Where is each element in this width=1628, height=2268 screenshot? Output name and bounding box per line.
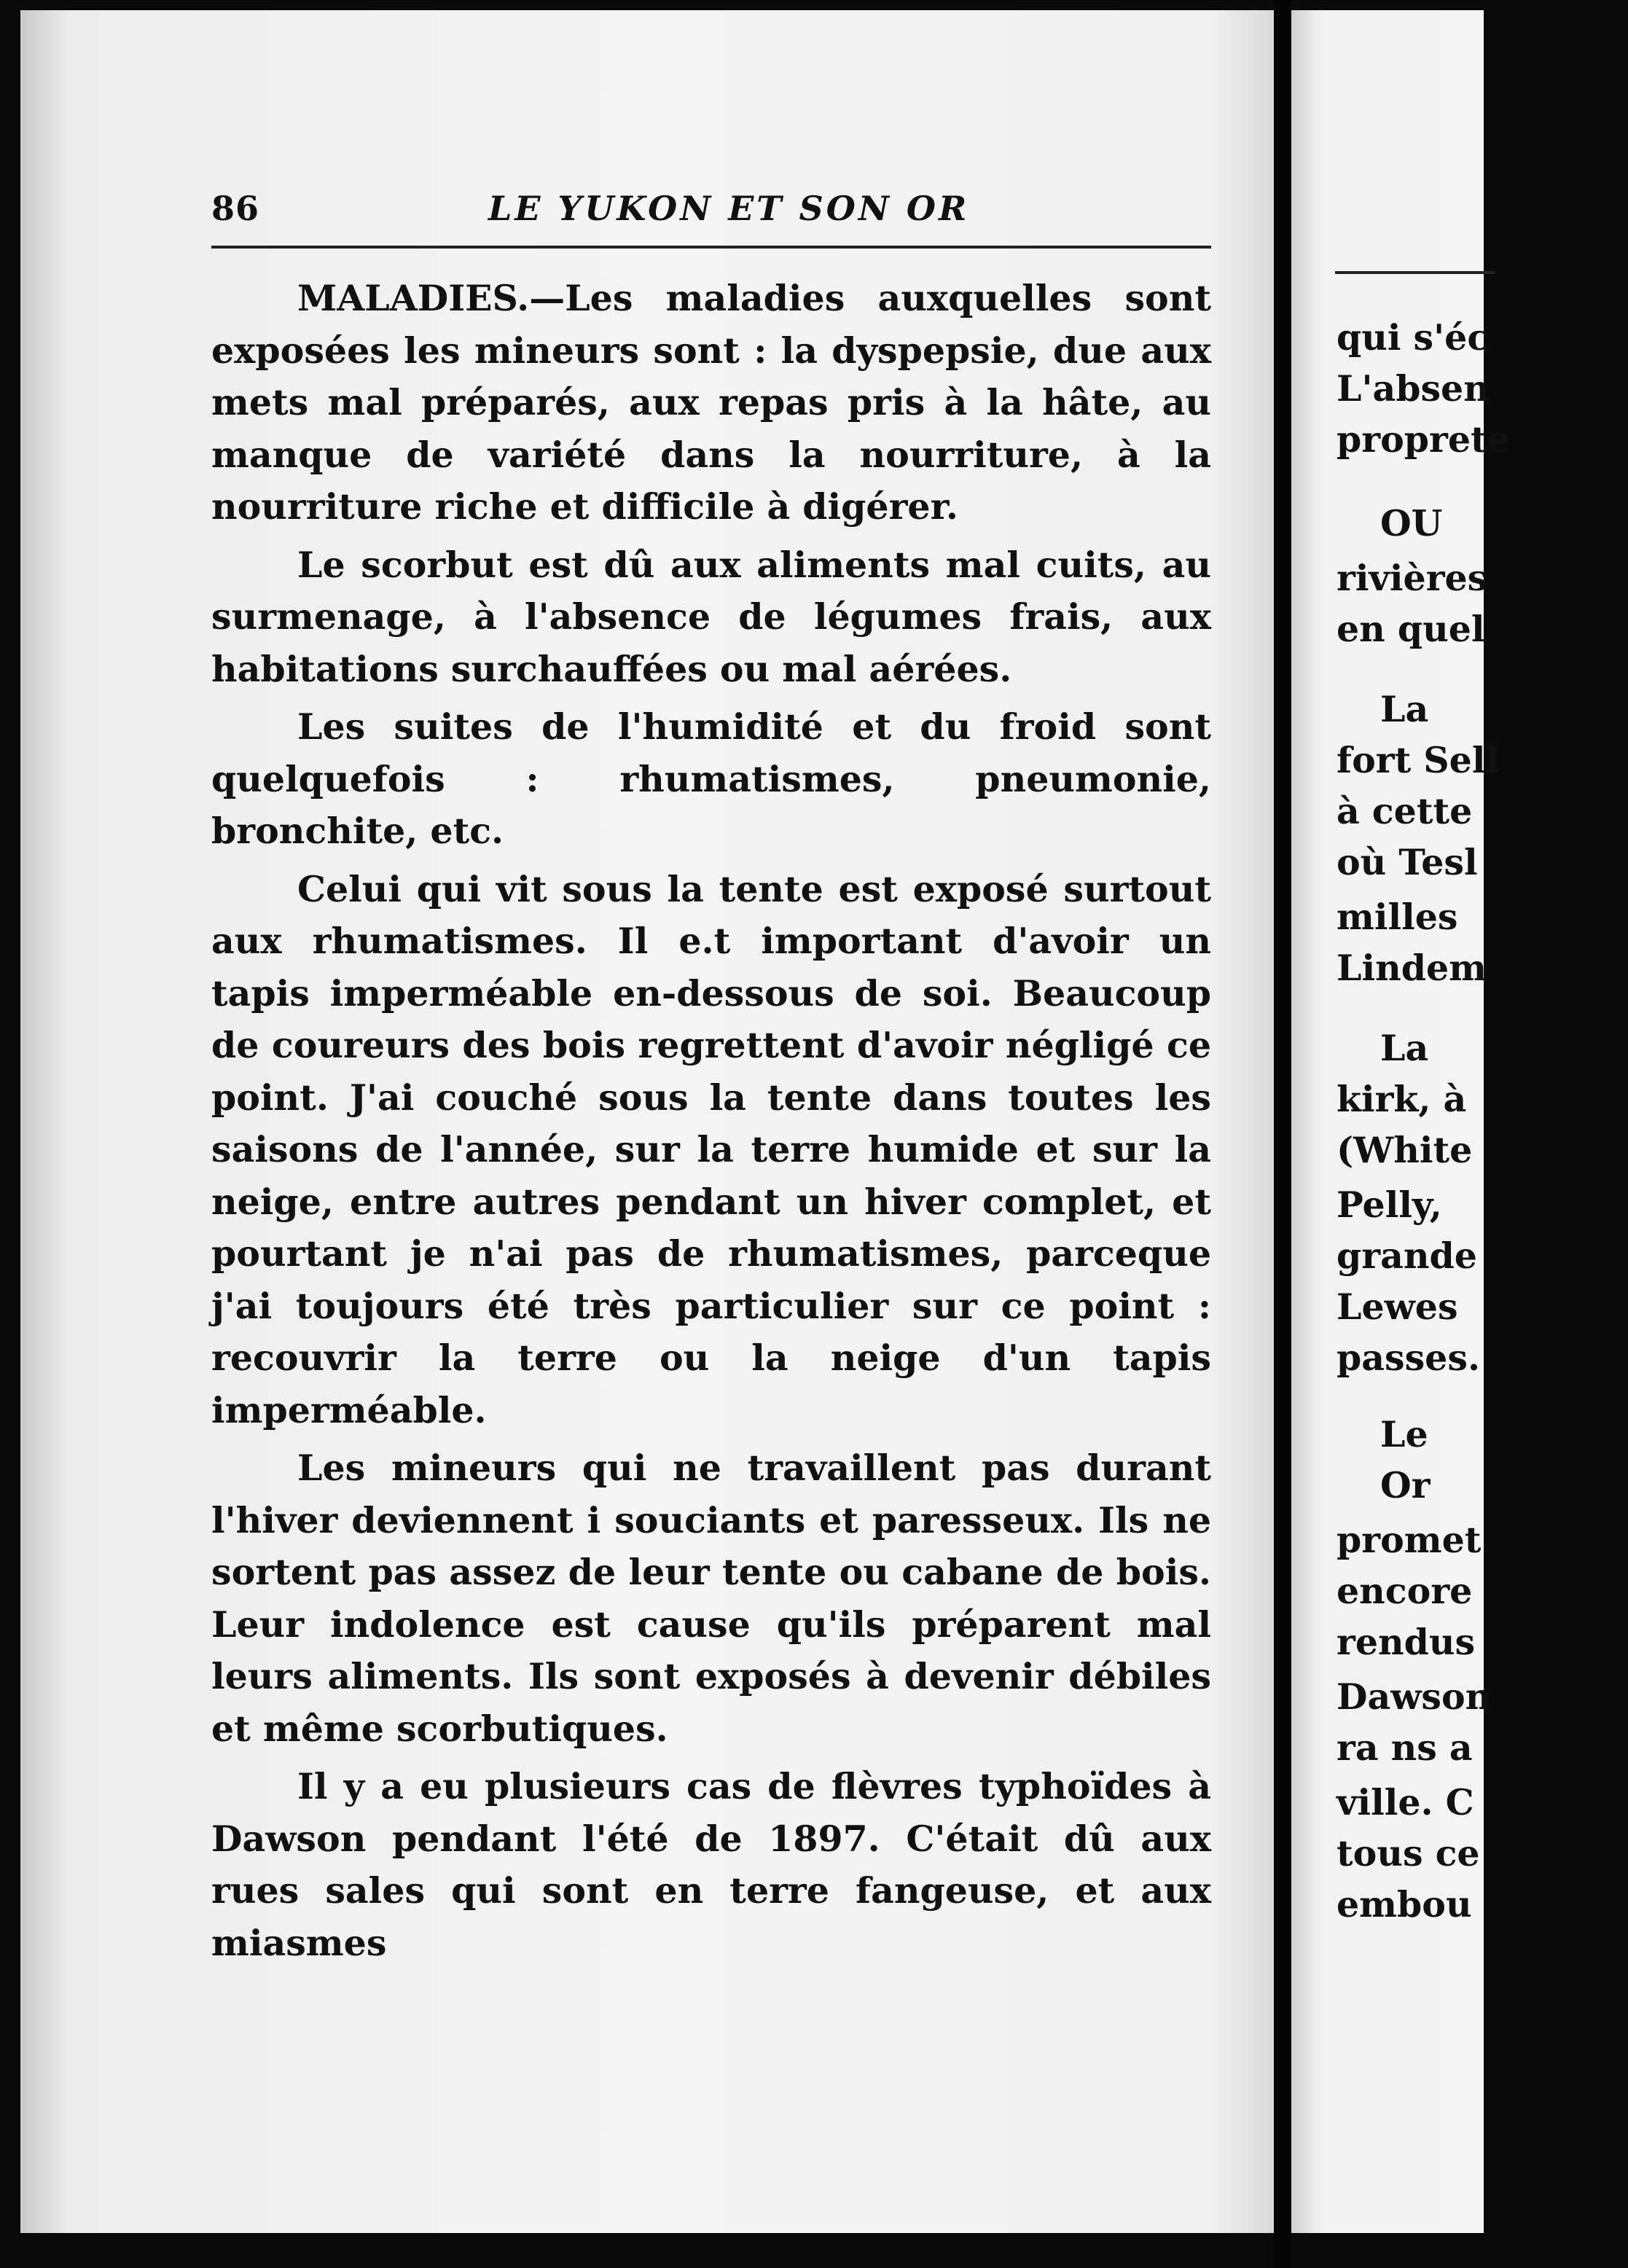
right-page-line: proprete <box>1337 418 1510 461</box>
book-gutter <box>1274 0 1291 2268</box>
right-page-line: La <box>1380 688 1429 730</box>
right-page-line: grande <box>1337 1235 1477 1277</box>
right-page-line: Lewes <box>1337 1286 1458 1328</box>
right-page-line: qui s'éc <box>1337 316 1490 359</box>
left-page <box>20 10 1274 2233</box>
paragraph-maladies: MALADIES.—Les maladies auxquelles sont exposées les mineurs sont : la dyspepsie, due aux mets mal préparés, aux repas pris à la hâte, au manque de variété dans la nourriture, à la nourriture riche et difficile à digérer. <box>211 277 1211 528</box>
paragraph-scorbut: Le scorbut est dû aux aliments mal cuits, au surmenage, à l'absence de légumes frais, aux habitations surchauffées ou mal aérées. <box>211 543 1211 690</box>
right-page-line: à cette <box>1337 790 1473 832</box>
running-title: LE YUKON ET SON OR <box>488 189 970 228</box>
right-header-rule <box>1335 271 1495 274</box>
body-text <box>211 273 1211 1975</box>
right-page-line: Le <box>1380 1413 1428 1455</box>
paragraph-humidite: Les suites de l'humidité et du froid sont quelquefois : rhumatismes, pneumonie, bronchite, etc. <box>211 705 1211 852</box>
right-page-line: ville. C <box>1337 1781 1474 1823</box>
right-page-line: rendus <box>1337 1621 1476 1663</box>
right-page-line: (White <box>1337 1129 1473 1171</box>
right-page-line: OU <box>1380 502 1443 544</box>
page-header <box>211 189 1211 249</box>
right-page-line: ra ns a <box>1337 1727 1473 1769</box>
paragraph-typhoide: Il y a eu plusieurs cas de flèvres typhoïdes à Dawson pendant l'été de 1897. C'était dû aux rues sales qui sont en terre fangeuse, et aux miasmes <box>211 1765 1211 1964</box>
right-page-line: embou <box>1337 1883 1472 1925</box>
right-page-line: tous ce <box>1337 1832 1480 1874</box>
right-page-line: passes. <box>1337 1337 1481 1379</box>
right-page-line: en quel <box>1337 608 1485 650</box>
right-page-line: milles <box>1337 896 1458 938</box>
paragraph-tente: Celui qui vit sous la tente est exposé surtout aux rhumatismes. Il e.t important d'avoir un tapis imperméable en-dessous de soi. Beaucoup de coureurs des bois regrettent d'avoir négligé ce point. J'ai couché sous la tente dans toutes les saisons de l'année, sur la terre humide et sur la neige, entre autres pendant un hiver complet, et pourtant je n'ai pas de rhumatismes, parceque j'ai toujours été très particulier sur ce point : recouvrir la terre ou la neige d'un tapis imperméable. <box>211 867 1211 1431</box>
right-page-line: rivières <box>1337 557 1488 599</box>
right-page-line: Dawson <box>1337 1675 1492 1718</box>
right-page-line: La <box>1380 1027 1429 1069</box>
right-page-line: fort Sell <box>1337 739 1500 781</box>
right-page <box>1291 10 1510 2233</box>
right-page-line: Or <box>1380 1464 1431 1506</box>
right-page-line: L'absen <box>1337 367 1490 410</box>
right-page-line: Pelly, <box>1337 1184 1442 1226</box>
right-page-line: promet <box>1337 1519 1482 1561</box>
page-number: 86 <box>211 189 260 228</box>
right-page-line: où Tesl <box>1337 841 1478 883</box>
right-page-line: Lindem <box>1337 947 1487 989</box>
right-page-line: kirk, à <box>1337 1078 1467 1120</box>
paragraph-hiver: Les mineurs qui ne travaillent pas durant l'hiver deviennent i souciants et paresseux. Ils ne sortent pas assez de leur tente ou cabane de bois. Leur indolence est cause qu'ils préparent mal leurs aliments. Ils sont exposés à devenir débiles et même scorbutiques. <box>211 1447 1211 1750</box>
right-page-line: encore <box>1337 1570 1473 1612</box>
